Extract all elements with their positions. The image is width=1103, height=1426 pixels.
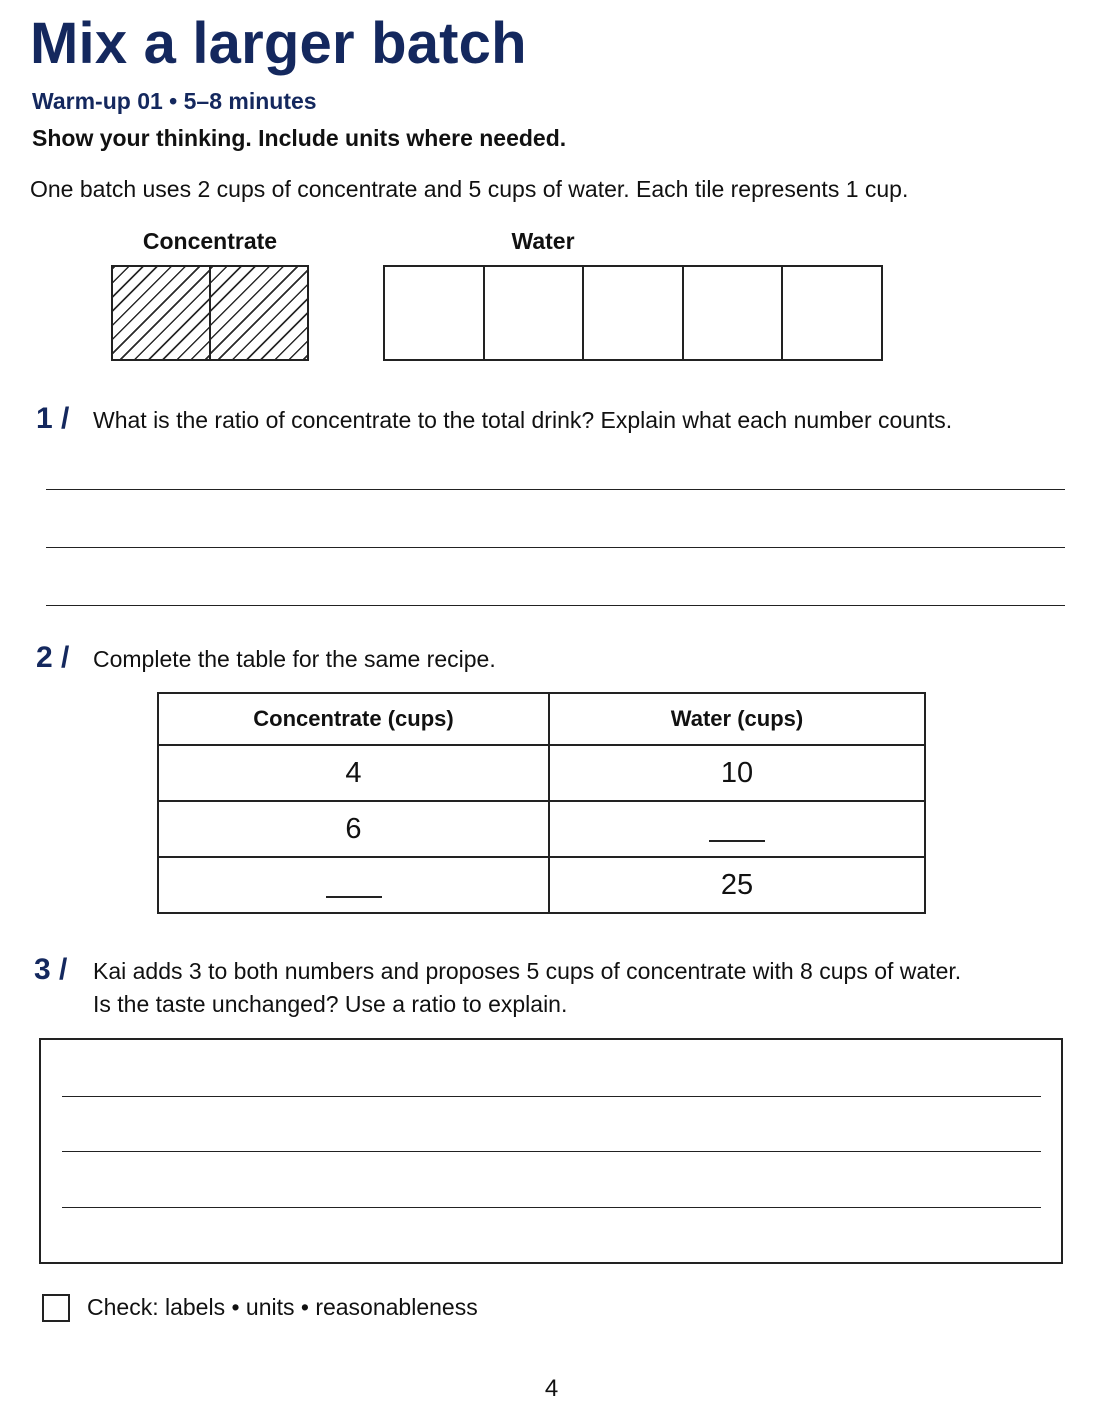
question-1-text: What is the ratio of concentrate to the total drink? Explain what each number counts. [93,407,953,433]
fill-in-blank[interactable] [709,818,765,842]
column-header-concentrate: Concentrate (cups) [158,693,549,745]
concentrate-tiles [111,265,309,361]
table-row [158,801,925,857]
table-cell: 10 [549,745,925,801]
water-tile [783,267,881,359]
instructions: Show your thinking. Include units where needed. [32,125,567,151]
concentrate-label: Concentrate [142,228,278,254]
table-cell: 4 [158,745,549,801]
table-cell: 6 [158,801,549,857]
water-tile [485,267,585,359]
answer-line[interactable] [46,547,1065,548]
column-header-water: Water (cups) [549,693,925,745]
water-tiles [383,265,883,361]
check-checkbox[interactable] [42,1294,70,1322]
water-tile [684,267,784,359]
page-number: 4 [544,1375,559,1402]
answer-line[interactable] [46,489,1065,490]
table-cell: 25 [549,857,925,913]
question-3-text-line2: Is the taste unchanged? Use a ratio to explain. [93,991,568,1017]
water-label: Water [511,228,575,254]
concentrate-tile [211,267,307,359]
warmup-subtitle: Warm-up 01 • 5–8 minutes [32,88,317,114]
table-header-row [158,693,925,745]
recipe-table [157,692,926,914]
answer-line[interactable] [62,1207,1041,1208]
answer-line[interactable] [62,1151,1041,1152]
blank-cell-concentrate[interactable] [158,857,549,913]
table-row [158,857,925,913]
blank-cell-water[interactable] [549,801,925,857]
intro-text: One batch uses 2 cups of concentrate and 5 cups of water. Each tile represents 1 cup. [30,176,909,202]
check-label: Check: labels • units • reasonableness [87,1294,478,1320]
question-2-number: 2 / [36,641,70,674]
page-title: Mix a larger batch [30,11,527,76]
question-3-number: 3 / [34,953,68,986]
concentrate-tile [113,267,211,359]
fill-in-blank[interactable] [326,874,382,898]
answer-line[interactable] [62,1096,1041,1097]
question-2-text: Complete the table for the same recipe. [93,646,496,672]
answer-line[interactable] [46,605,1065,606]
question-3-text-line1: Kai adds 3 to both numbers and proposes 5 cups of concentrate with 8 cups of water. [93,958,962,984]
water-tile [385,267,485,359]
table-row [158,745,925,801]
question-1-number: 1 / [36,402,70,435]
water-tile [584,267,684,359]
